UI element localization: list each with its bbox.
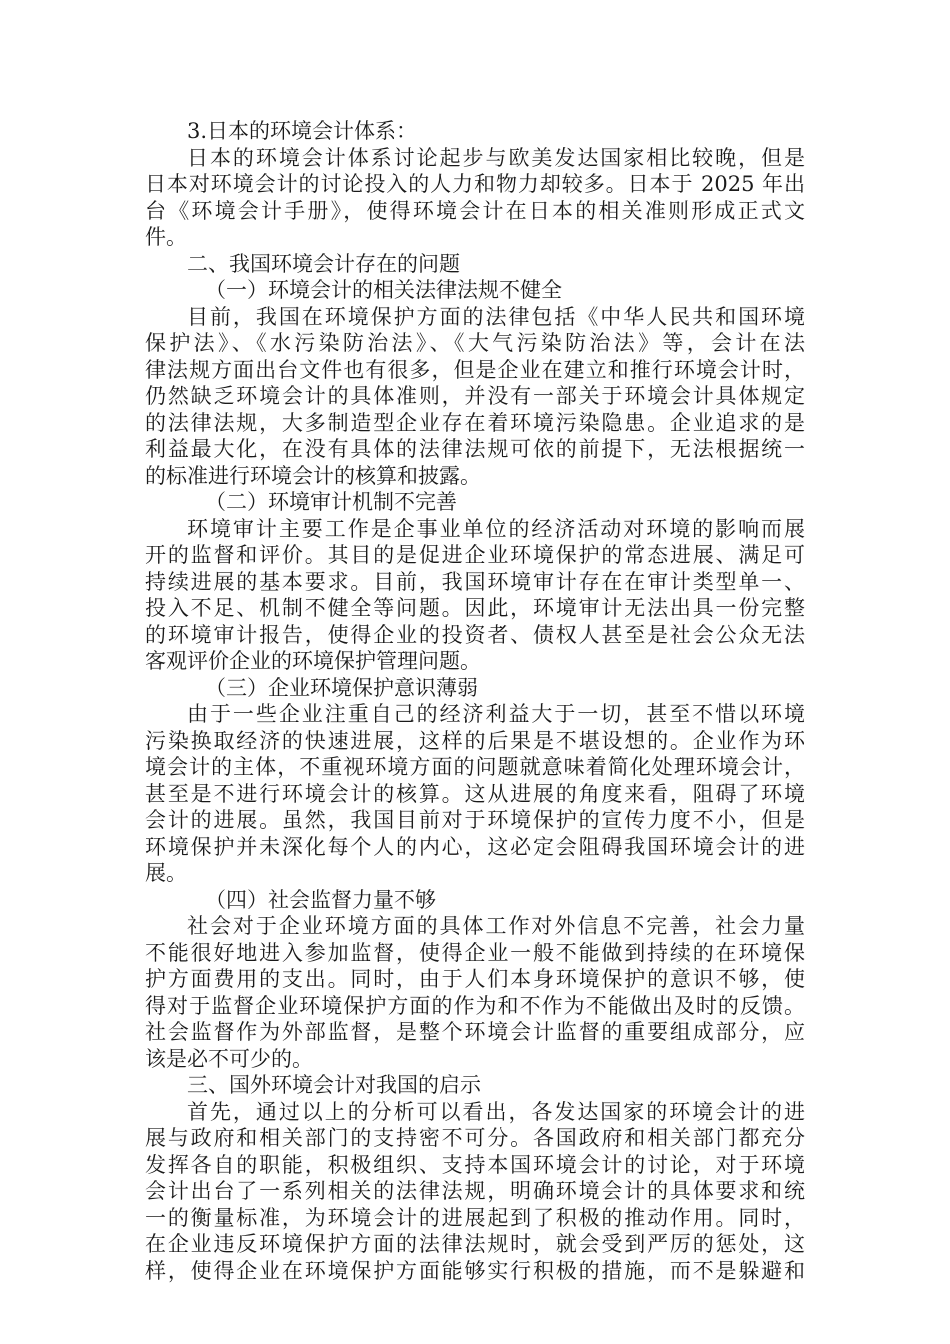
text-line: 境会计的主体，不重视环境方面的问题就意味着简化处理环境会计， <box>145 755 805 779</box>
text-line: 的环境审计报告，使得企业的投资者、债权人甚至是社会公众无法 <box>145 622 805 647</box>
text-line: 3.日本的环境会计体系： <box>187 119 418 143</box>
text-line: 该是必不可少的。 <box>145 1046 313 1071</box>
text-line: 仍然缺乏环境会计的具体准则，并没有一部关于环境会计具体规定 <box>145 384 805 408</box>
text-line: 二、我国环境会计存在的问题 <box>187 251 460 276</box>
text-line: 由于一些企业注重自己的经济利益大于一切，甚至不惜以环境 <box>187 702 805 726</box>
text-line: 展与政府和相关部门的支持密不可分。各国政府和相关部门都充分 <box>145 1126 805 1150</box>
text-line: 样，使得企业在环境保护方面能够实行积极的措施，而不是躲避和 <box>145 1258 805 1283</box>
text-line: （四）社会监督力量不够 <box>205 887 436 912</box>
text-line: 一的衡量标准，为环境会计的进展起到了积极的推动作用。同时， <box>145 1205 805 1230</box>
text-line: 不能很好地进入参加监督，使得企业一般不能做到持续的在环境保 <box>145 940 805 965</box>
text-line: 的法律法规，大多制造型企业存在着环境污染隐患。企业追求的是 <box>145 410 805 435</box>
text-line: 会计出台了一系列相关的法律法规，明确环境会计的具体要求和统 <box>145 1179 805 1203</box>
text-line: 保护法》、《水污染防治法》、《大气污染防治法》等，会计在法 <box>145 331 805 355</box>
text-line: 持续进展的基本要求。目前，我国环境审计存在在审计类型单一、 <box>145 569 805 594</box>
text-line: 环境审计主要工作是企事业单位的经济活动对环境的影响而展 <box>187 516 805 541</box>
text-line: 得对于监督企业环境保护方面的作为和不作为不能做出及时的反馈。 <box>145 993 805 1018</box>
text-line: 的标准进行环境会计的核算和披露。 <box>145 463 481 488</box>
text-line: 律法规方面出台文件也有很多，但是企业在建立和推行环境会计时， <box>145 357 805 382</box>
text-line: 展。 <box>145 861 187 885</box>
text-line: 发挥各自的职能，积极组织、支持本国环境会计的讨论，对于环境 <box>145 1152 805 1177</box>
text-line: 目前，我国在环境保护方面的法律包括《中华人民共和国环境 <box>187 304 805 329</box>
document-body <box>145 118 805 1284</box>
text-line: 客观评价企业的环境保护管理问题。 <box>145 649 481 673</box>
text-line: 环境保护并未深化每个人的内心，这必定会阻碍我国环境会计的进 <box>145 834 805 859</box>
text-line: 社会对于企业环境方面的具体工作对外信息不完善，社会力量 <box>187 914 805 938</box>
text-line: 开的监督和评价。其目的是促进企业环境保护的常态进展、满足可 <box>145 543 805 567</box>
text-line: 利益最大化，在没有具体的法律法规可依的前提下，无法根据统一 <box>145 437 805 461</box>
text-line: 台《环境会计手册》，使得环境会计在日本的相关准则形成正式文 <box>145 198 805 223</box>
text-line: 件。 <box>145 225 187 249</box>
text-line: （一）环境会计的相关法律法规不健全 <box>205 278 562 302</box>
text-line: （二）环境审计机制不完善 <box>205 490 457 514</box>
text-line: 会计的进展。虽然，我国目前对于环境保护的宣传力度不小，但是 <box>145 808 805 832</box>
text-line: 社会监督作为外部监督，是整个环境会计监督的重要组成部分，应 <box>145 1020 805 1044</box>
text-line: 三、国外环境会计对我国的启示 <box>187 1073 481 1097</box>
text-line: 甚至是不进行环境会计的核算。这从进展的角度来看，阻碍了环境 <box>145 781 805 806</box>
text-line: 日本的环境会计体系讨论起步与欧美发达国家相比较晚，但是 <box>187 145 805 170</box>
text-line: 投入不足、机制不健全等问题。因此，环境审计无法出具一份完整 <box>145 596 805 620</box>
text-line: 首先，通过以上的分析可以看出，各发达国家的环境会计的进 <box>187 1099 805 1124</box>
text-line: 在企业违反环境保护方面的法律法规时，就会受到严厉的惩处，这 <box>145 1232 805 1256</box>
text-line: （三）企业环境保护意识薄弱 <box>205 675 478 700</box>
text-line: 污染换取经济的快速进展，这样的后果是不堪设想的。企业作为环 <box>145 728 805 753</box>
text-line: 日本对环境会计的讨论投入的人力和物力却较多。日本于 2025 年出 <box>145 172 805 196</box>
text-line: 护方面费用的支出。同时，由于人们本身环境保护的意识不够，使 <box>145 967 805 991</box>
